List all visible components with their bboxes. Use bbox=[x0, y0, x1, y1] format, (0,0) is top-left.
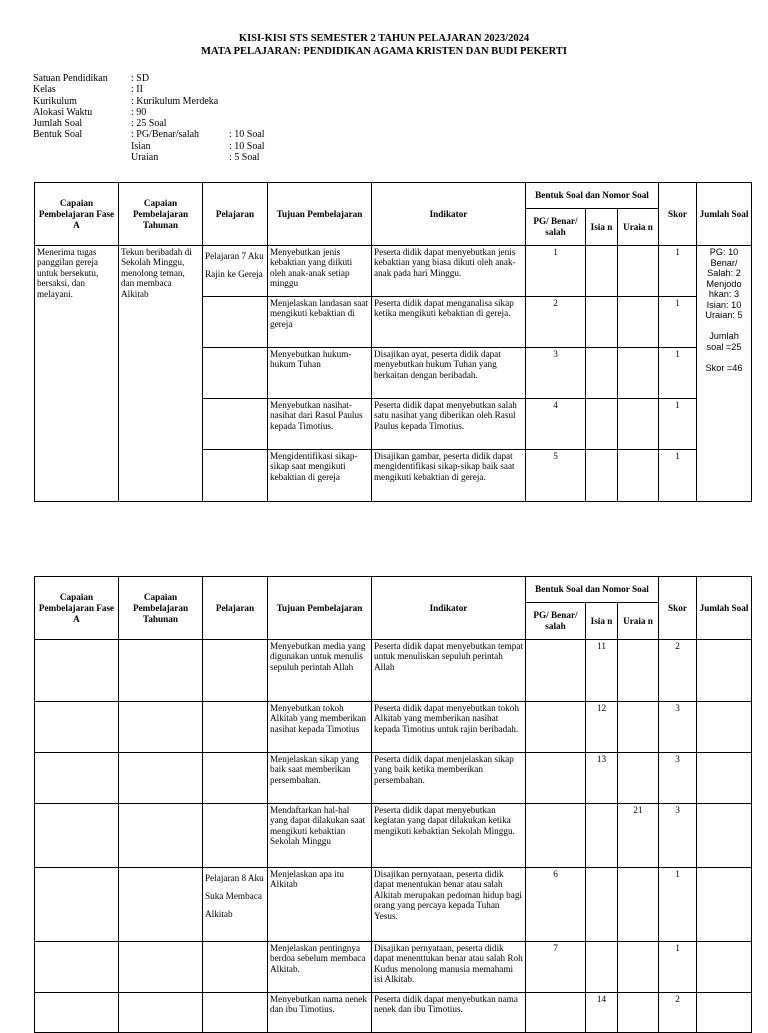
pelajaran-cell bbox=[203, 450, 268, 502]
pelajaran-cell bbox=[203, 297, 268, 348]
table-2-header bbox=[35, 577, 752, 640]
tujuan-cell: Menyebutkan media yang digunakan untuk menulis sepuluh perintah Allah bbox=[268, 640, 372, 702]
capaian-tahunan-cell bbox=[119, 804, 203, 868]
pelajaran-cell bbox=[203, 942, 268, 993]
info-label: Satuan Pendidikan bbox=[33, 73, 108, 84]
capaian-fase-cell bbox=[35, 804, 119, 868]
pg-cell: 2 bbox=[526, 297, 586, 348]
header-isian: Isia n bbox=[586, 603, 618, 640]
info-count: : 10 Soal bbox=[229, 129, 265, 141]
info-count: : 10 Soal bbox=[229, 140, 265, 152]
isian-cell bbox=[586, 297, 618, 348]
capaian-fase-cell bbox=[35, 702, 119, 753]
isian-cell: 11 bbox=[586, 640, 618, 702]
jumlah-soal-cell bbox=[697, 702, 752, 753]
jumlah-line: soal =25 bbox=[706, 341, 742, 352]
info-sub-label: Uraian bbox=[131, 152, 159, 164]
header-skor: Skor bbox=[659, 183, 697, 246]
kisi-table-2 bbox=[34, 576, 752, 1033]
header-jumlah: Jumlah Soal bbox=[697, 577, 752, 640]
table-row bbox=[35, 804, 752, 868]
capaian-tahunan-cell bbox=[119, 868, 203, 942]
header-skor: Skor bbox=[659, 577, 697, 640]
header-pg: PG/ Benar/ salah bbox=[526, 603, 586, 640]
uraian-cell bbox=[618, 450, 659, 502]
table-2-body bbox=[35, 640, 752, 1033]
isian-cell bbox=[586, 942, 618, 993]
pg-cell: 6 bbox=[526, 868, 586, 942]
capaian-fase-cell bbox=[35, 753, 119, 804]
info-sub-label: Isian bbox=[131, 140, 151, 152]
capaian-tahunan-cell bbox=[119, 993, 203, 1033]
indikator-cell: Peserta didik dapat menganalisa sikap ketika mengikuti kebaktian di gereja. bbox=[372, 297, 526, 348]
header-capaian-tahunan: Capaian Pembelajaran Tahunan bbox=[119, 577, 203, 640]
uraian-cell bbox=[618, 399, 659, 450]
indikator-cell: Peserta didik dapat menyebutkan kegiatan yang dapat dilakukan ketika mengikuti kebaktian Sekolah Minggu. bbox=[372, 804, 526, 868]
isian-cell bbox=[586, 246, 618, 297]
header-uraian: Uraia n bbox=[618, 603, 659, 640]
tujuan-cell: Menyebutkan tokoh Alkitab yang memberikan nasihat kepada Timotius bbox=[268, 702, 372, 753]
uraian-cell bbox=[618, 753, 659, 804]
jumlah-line: Skor =46 bbox=[705, 362, 743, 373]
capaian-fase-cell bbox=[35, 993, 119, 1033]
pg-cell bbox=[526, 804, 586, 868]
indikator-cell: Disajikan gambar, peserta didik dapat mengidentifikasi sikap-sikap baik saat mengikuti kebaktian di gereja. bbox=[372, 450, 526, 502]
header-jumlah: Jumlah Soal bbox=[697, 183, 752, 246]
header-pelajaran: Pelajaran bbox=[203, 183, 268, 246]
pg-cell: 5 bbox=[526, 450, 586, 502]
header-isian: Isia n bbox=[586, 209, 618, 246]
pelajaran-cell bbox=[203, 993, 268, 1033]
isian-cell bbox=[586, 399, 618, 450]
info-value: : 90 bbox=[131, 106, 147, 118]
pelajaran-cell bbox=[203, 804, 268, 868]
capaian-tahunan-cell bbox=[119, 702, 203, 753]
pelajaran-cell: Pelajaran 8 Aku Suka Membaca Alkitab bbox=[203, 868, 268, 942]
header-capaian-tahunan: Capaian Pembelajaran Tahunan bbox=[119, 183, 203, 246]
indikator-cell: Peserta didik dapat menjelaskan sikap yang baik ketika memberikan persembahan. bbox=[372, 753, 526, 804]
pelajaran-cell bbox=[203, 640, 268, 702]
tujuan-cell: Mengidentifikasi sikap-sikap saat mengikuti kebaktian di gereja bbox=[268, 450, 372, 502]
indikator-cell: Peserta didik dapat menyebutkan jenis kebaktian yang biasa dikuti oleh anak-anak pada hari Minggu. bbox=[372, 246, 526, 297]
info-value: : Kurikulum Merdeka bbox=[131, 95, 219, 107]
jumlah-line: Menjodo bbox=[706, 278, 742, 289]
header-capaian-fase: Capaian Pembelajaran Fase A bbox=[35, 577, 119, 640]
uraian-cell bbox=[618, 702, 659, 753]
jumlah-soal-cell bbox=[697, 640, 752, 702]
header-pelajaran: Pelajaran bbox=[203, 577, 268, 640]
capaian-fase-cell bbox=[35, 640, 119, 702]
isian-cell: 13 bbox=[586, 753, 618, 804]
pelajaran-cell bbox=[203, 753, 268, 804]
uraian-cell bbox=[618, 640, 659, 702]
info-value: : 25 Soal bbox=[131, 118, 167, 130]
uraian-cell bbox=[618, 868, 659, 942]
indikator-cell: Peserta didik dapat menyebutkan tokoh Alkitab yang memberikan nasihat kepada Timotius untuk rajin beribadah. bbox=[372, 702, 526, 753]
tujuan-cell: Menjelaskan pentingnya berdoa sebelum membaca Alkitab. bbox=[268, 942, 372, 993]
skor-cell: 1 bbox=[659, 399, 697, 450]
capaian-fase-cell bbox=[35, 868, 119, 942]
uraian-cell bbox=[618, 348, 659, 399]
info-label: Kelas bbox=[33, 84, 56, 96]
skor-cell: 3 bbox=[659, 804, 697, 868]
tujuan-cell: Menjelaskan apa itu Alkitab bbox=[268, 868, 372, 942]
info-value: : II bbox=[131, 84, 143, 96]
info-count: : 5 Soal bbox=[229, 152, 260, 164]
jumlah-line: Uraian: 5 bbox=[705, 310, 743, 320]
jumlah-line: PG: 10 bbox=[709, 247, 739, 257]
pelajaran-cell bbox=[203, 348, 268, 399]
header-pg: PG/ Benar/ salah bbox=[526, 209, 586, 246]
skor-cell: 1 bbox=[659, 450, 697, 502]
pelajaran-cell: Pelajaran 7 Aku Rajin ke Gereja bbox=[203, 246, 268, 297]
table-row bbox=[35, 942, 752, 993]
pg-cell bbox=[526, 640, 586, 702]
isian-cell bbox=[586, 868, 618, 942]
info-label: Jumlah Soal bbox=[33, 118, 83, 130]
table-row bbox=[35, 702, 752, 753]
skor-cell: 3 bbox=[659, 753, 697, 804]
capaian-tahunan-cell: Tekun beribadah di Sekolah Minggu, menolong teman, dan membaca Alkitab bbox=[119, 246, 203, 502]
header-tujuan: Tujuan Pembelajaran bbox=[268, 183, 372, 246]
isian-cell: 12 bbox=[586, 702, 618, 753]
indikator-cell: Disajikan pernyataan, peserta didik dapat menenttukan benar atau salah Roh Kudus menolong manusia memahami isi Alkitab. bbox=[372, 942, 526, 993]
tujuan-cell: Menyebutkan nama nenek dan ibu Timotius. bbox=[268, 993, 372, 1033]
info-label: Kurikulum bbox=[33, 95, 77, 107]
jumlah-soal-cell bbox=[697, 942, 752, 993]
pelajaran-cell bbox=[203, 399, 268, 450]
uraian-cell: 21 bbox=[618, 804, 659, 868]
capaian-fase-cell bbox=[35, 942, 119, 993]
isian-cell bbox=[586, 450, 618, 502]
tujuan-cell: Menjelaskan sikap yang baik saat memberikan persembahan. bbox=[268, 753, 372, 804]
pg-cell bbox=[526, 993, 586, 1033]
tujuan-cell: Mendaftarkan hal-hal yang dapat dilakukan saat mengikuti kebaktian Sekolah Minggu bbox=[268, 804, 372, 868]
table-1-body bbox=[35, 246, 752, 502]
uraian-cell bbox=[618, 942, 659, 993]
capaian-tahunan-cell bbox=[119, 753, 203, 804]
jumlah-line: hkan: 3 bbox=[708, 289, 740, 299]
jumlah-line: Jumlah bbox=[709, 331, 739, 341]
jumlah-soal-cell bbox=[697, 804, 752, 868]
jumlah-line: Benar/ bbox=[710, 257, 738, 268]
uraian-cell bbox=[618, 246, 659, 297]
skor-cell: 3 bbox=[659, 702, 697, 753]
table-row bbox=[35, 246, 752, 297]
capaian-fase-cell: Menerima tugas panggilan gereja untuk bersekutu, bersaksi, dan melayani. bbox=[35, 246, 119, 502]
isian-cell bbox=[586, 804, 618, 868]
indikator-cell: Peserta didik dapat menyebutkan tempat untuk menuliskan sepuluh perintah Allah bbox=[372, 640, 526, 702]
info-label: Alokasi Waktu bbox=[33, 106, 93, 118]
tujuan-cell: Menyebutkan jenis kebaktian yang diikuti oleh anak-anak setiap minggu bbox=[268, 246, 372, 297]
skor-cell: 2 bbox=[659, 640, 697, 702]
jumlah-line: Salah: 2 bbox=[707, 268, 741, 278]
skor-cell: 1 bbox=[659, 348, 697, 399]
table-row bbox=[35, 753, 752, 804]
document-subtitle: MATA PELAJARAN: PENDIDIKAN AGAMA KRISTEN DAN BUDI PEKERTI bbox=[201, 46, 567, 57]
tujuan-cell: Menjelaskan landasan saat mengikuti kebaktian di gereja bbox=[268, 297, 372, 348]
info-label: Bentuk Soal bbox=[33, 129, 83, 141]
jumlah-soal-cell bbox=[697, 993, 752, 1033]
tujuan-cell: Menyebutkan hukum-hukum Tuhan bbox=[268, 348, 372, 399]
capaian-tahunan-cell bbox=[119, 942, 203, 993]
header-capaian-fase: Capaian Pembelajaran Fase A bbox=[35, 183, 119, 246]
indikator-cell: Peserta didik dapat menyebutkan salah satu nasihat yang diberikan oleh Rasul Paulus kepada Timotius. bbox=[372, 399, 526, 450]
pg-cell bbox=[526, 702, 586, 753]
skor-cell: 1 bbox=[659, 868, 697, 942]
indikator-cell: Disajikan ayat, peserta didik dapat menyebutkan hukum Tuhan yang berkaitan dengan beribadah. bbox=[372, 348, 526, 399]
header-indikator: Indikator bbox=[372, 577, 526, 640]
uraian-cell bbox=[618, 993, 659, 1033]
kisi-table-1 bbox=[34, 182, 752, 502]
jumlah-line bbox=[699, 352, 749, 363]
skor-cell: 1 bbox=[659, 297, 697, 348]
document-title: KISI-KISI STS SEMESTER 2 TAHUN PELAJARAN 2023/2024 bbox=[238, 33, 530, 44]
skor-cell: 2 bbox=[659, 993, 697, 1033]
jumlah-soal-cell bbox=[697, 246, 752, 502]
header-bentuk-soal: Bentuk Soal dan Nomor Soal bbox=[526, 577, 659, 603]
skor-cell: 1 bbox=[659, 246, 697, 297]
table-row bbox=[35, 993, 752, 1033]
info-value: : PG/Benar/salah bbox=[131, 129, 200, 141]
pelajaran-cell bbox=[203, 702, 268, 753]
indikator-cell: Disajikan pernyataan, peserta didik dapat menentukan benar atau salah Alkitab merupakan pedoman hidup bagi orang yang percaya kepada Tuhan Yesus. bbox=[372, 868, 526, 942]
info-value: : SD bbox=[131, 73, 150, 84]
header-indikator: Indikator bbox=[372, 183, 526, 246]
pg-cell: 7 bbox=[526, 942, 586, 993]
indikator-cell: Peserta didik dapat menyebutkan nama nenek dan ibu Timotius. bbox=[372, 993, 526, 1033]
header-tujuan: Tujuan Pembelajaran bbox=[268, 577, 372, 640]
jumlah-soal-cell bbox=[697, 753, 752, 804]
table-row bbox=[35, 640, 752, 702]
header-bentuk-soal: Bentuk Soal dan Nomor Soal bbox=[526, 183, 659, 209]
table-1-header bbox=[35, 183, 752, 246]
header-uraian: Uraia n bbox=[618, 209, 659, 246]
uraian-cell bbox=[618, 297, 659, 348]
capaian-tahunan-cell bbox=[119, 640, 203, 702]
tujuan-cell: Menyebutkan nasihat-nasihat dari Rasul Paulus kepada Timotius. bbox=[268, 399, 372, 450]
pg-cell bbox=[526, 753, 586, 804]
jumlah-line: Isian: 10 bbox=[706, 299, 742, 310]
skor-cell: 1 bbox=[659, 942, 697, 993]
isian-cell: 14 bbox=[586, 993, 618, 1033]
jumlah-line bbox=[699, 321, 749, 332]
isian-cell bbox=[586, 348, 618, 399]
pg-cell: 1 bbox=[526, 246, 586, 297]
jumlah-soal-cell bbox=[697, 868, 752, 942]
table-row bbox=[35, 868, 752, 942]
pg-cell: 3 bbox=[526, 348, 586, 399]
pg-cell: 4 bbox=[526, 399, 586, 450]
